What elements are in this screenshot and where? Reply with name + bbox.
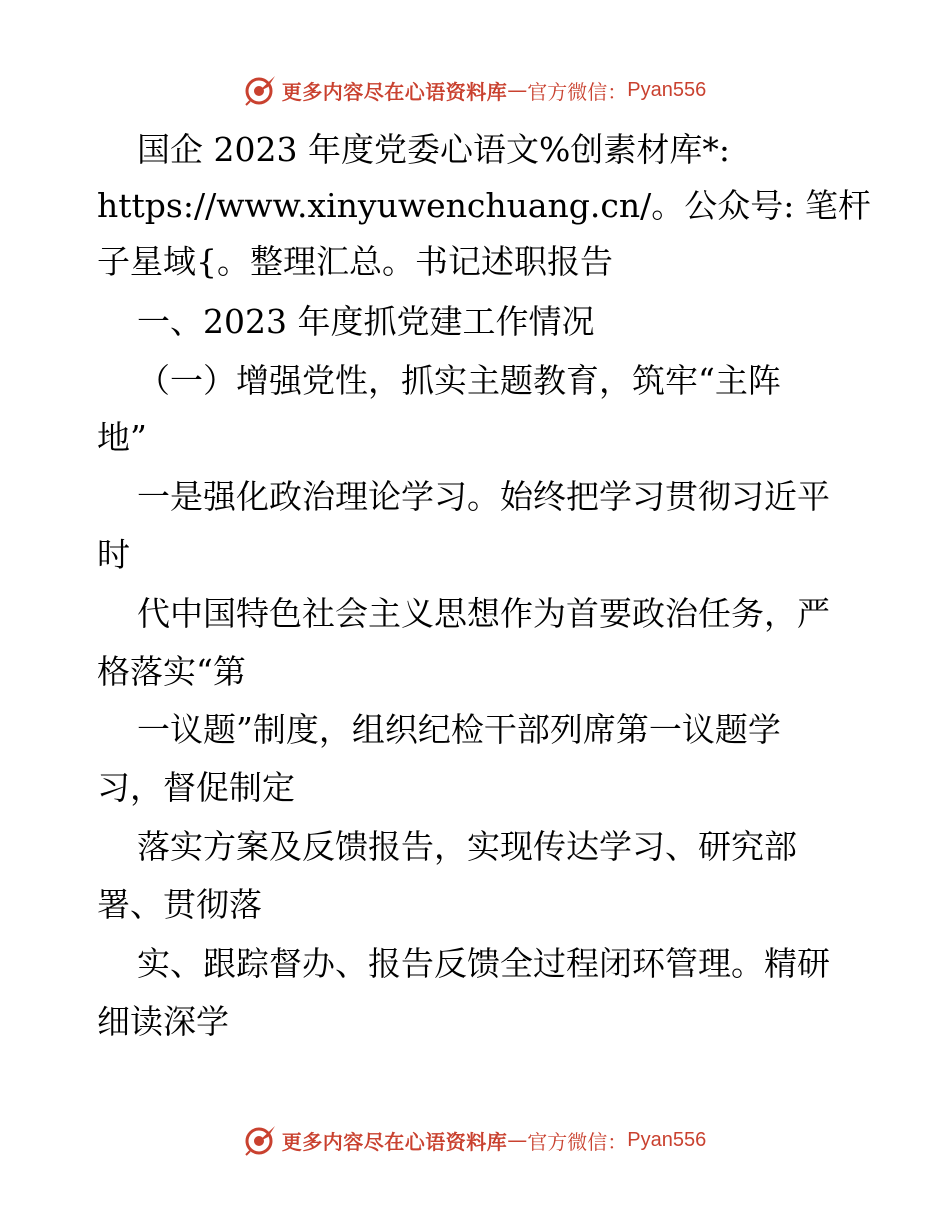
- header-banner: [0, 70, 950, 110]
- banner-wechat-id: Pyan556: [627, 78, 707, 101]
- text-line: 实、跟踪督办、报告反馈全过程闭环管理。精研: [137, 944, 830, 983]
- banner-wechat-id: Pyan556: [627, 1128, 707, 1151]
- banner-wechat-label: 官方微信：: [527, 79, 628, 104]
- subsection-heading: （一）增强党性，抓实主题教育，筑牢“主阵: [137, 361, 781, 400]
- banner-title: 更多内容尽在心语资料库: [281, 79, 508, 104]
- banner-dash: —: [507, 1128, 528, 1152]
- text-line: 代中国特色社会主义思想作为首要政治任务，严: [137, 594, 830, 633]
- text-line: 一是强化政治理论学习。始终把学习贯彻习近平: [137, 477, 830, 516]
- quill-logo-icon: [244, 1123, 278, 1157]
- text-line: 子星域{。整理汇总。书记述职报告: [97, 242, 613, 281]
- footer-banner: [0, 1120, 950, 1160]
- text-line: https://www.xinyuwenchuang.cn/。公众号: 笔杆: [97, 186, 871, 225]
- text-line: 署、贯彻落: [97, 885, 262, 924]
- text-line: 习，督促制定: [97, 768, 295, 807]
- text-line: 格落实“第: [97, 652, 246, 691]
- text-line: 一议题”制度，组织纪检干部列席第一议题学: [137, 710, 781, 749]
- quill-logo-icon: [244, 73, 278, 107]
- banner-dash: —: [507, 78, 528, 102]
- text-line: 地”: [97, 418, 147, 457]
- section-heading: 一、2023 年度抓党建工作情况: [137, 302, 595, 341]
- text-line: 国企 2023 年度党委心语文%创素材库*:: [137, 130, 730, 169]
- banner-wechat-label: 官方微信：: [527, 1129, 628, 1154]
- text-line: 细读深学: [97, 1002, 229, 1041]
- text-line: 落实方案及反馈报告，实现传达学习、研究部: [137, 827, 797, 866]
- text-line: 时: [97, 535, 130, 574]
- banner-title: 更多内容尽在心语资料库: [281, 1129, 508, 1154]
